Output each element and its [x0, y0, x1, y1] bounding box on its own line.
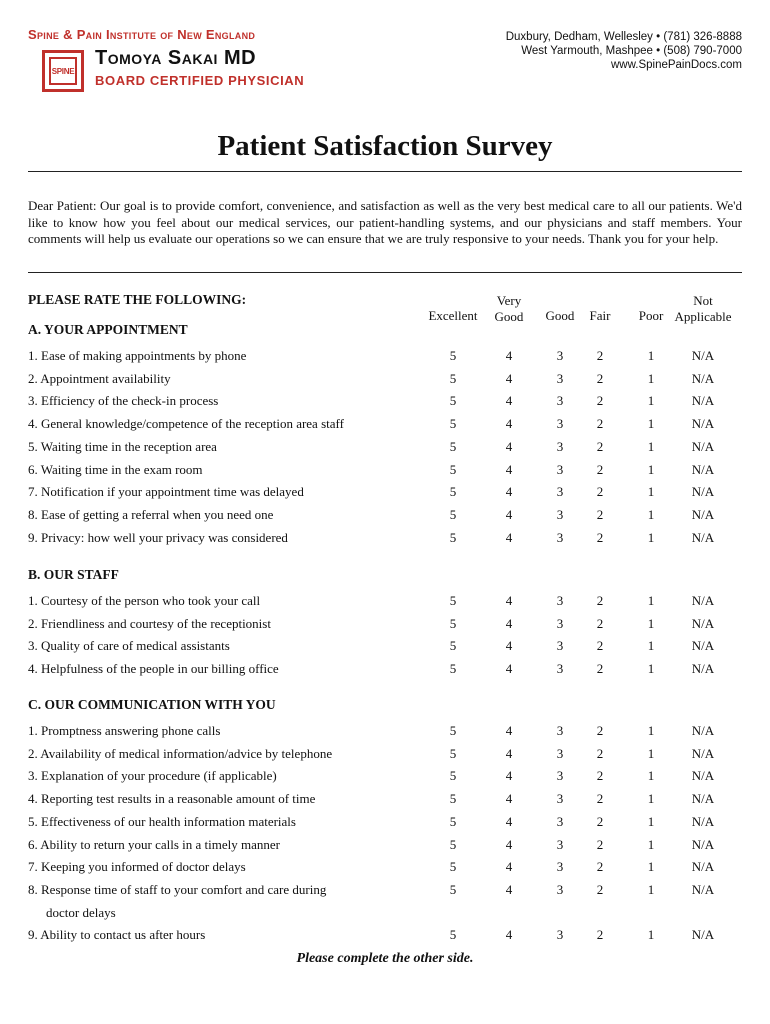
col-na-line2: Applicable	[674, 308, 732, 324]
rating-option-2[interactable]: 2	[596, 438, 604, 454]
question-label: 3. Quality of care of medical assistants	[28, 638, 230, 654]
rating-option-4[interactable]: 4	[505, 393, 513, 409]
rating-option-1[interactable]: 1	[647, 661, 655, 677]
rating-option-na[interactable]: N/A	[691, 661, 715, 677]
rating-option-3[interactable]: 3	[556, 593, 564, 608]
rating-option-na[interactable]: N/A	[691, 881, 715, 897]
rating-option-3[interactable]: 3	[556, 881, 564, 897]
col-very-good	[489, 293, 529, 324]
rating-option-1[interactable]: 1	[647, 881, 655, 897]
rating-option-2[interactable]: 2	[596, 484, 604, 500]
rating-option-5[interactable]: 5	[449, 661, 457, 677]
rating-option-3[interactable]: 3	[556, 768, 564, 784]
logo-text: SPINE	[51, 66, 75, 76]
rating-option-2[interactable]: 2	[596, 615, 604, 631]
question-label: 2. Friendliness and courtesy of the receptionist	[28, 615, 271, 631]
rating-option-4[interactable]: 4	[505, 723, 513, 738]
rating-option-4[interactable]: 4	[505, 438, 513, 454]
rating-option-5[interactable]: 5	[449, 370, 457, 386]
question-label-continuation: doctor delays	[46, 904, 116, 920]
rating-option-3[interactable]: 3	[556, 529, 564, 545]
question-label: 3. Efficiency of the check-in process	[28, 393, 219, 409]
rating-option-4[interactable]: 4	[505, 529, 513, 545]
rating-option-3[interactable]: 3	[556, 791, 564, 807]
rating-option-na[interactable]: N/A	[691, 593, 715, 608]
rating-option-na[interactable]: N/A	[691, 813, 715, 829]
rating-option-5[interactable]: 5	[449, 438, 457, 454]
rating-option-1[interactable]: 1	[647, 393, 655, 409]
rating-option-3[interactable]: 3	[556, 506, 564, 522]
rating-option-na[interactable]: N/A	[691, 859, 715, 875]
rating-option-na[interactable]: N/A	[691, 370, 715, 386]
rating-option-2[interactable]: 2	[596, 745, 604, 761]
question-label: 4. General knowledge/competence of the reception area staff	[28, 416, 344, 432]
rating-option-4[interactable]: 4	[505, 836, 513, 852]
rating-option-na[interactable]: N/A	[691, 348, 715, 363]
col-very-good-line2: Good	[494, 308, 524, 324]
rating-option-5[interactable]: 5	[449, 927, 457, 943]
question-label: 9. Privacy: how well your privacy was considered	[28, 529, 288, 545]
spine-logo-icon	[42, 50, 84, 92]
rating-option-1[interactable]: 1	[647, 348, 655, 363]
page-title: Patient Satisfaction Survey	[217, 130, 553, 162]
rating-option-3[interactable]: 3	[556, 723, 564, 738]
rating-option-na[interactable]: N/A	[691, 393, 715, 409]
rating-option-3[interactable]: 3	[556, 615, 564, 631]
rating-option-3[interactable]: 3	[556, 461, 564, 477]
col-very-good-line1: Very	[496, 293, 522, 308]
question-label: 6. Waiting time in the exam room	[28, 461, 203, 477]
question-label: 7. Keeping you informed of doctor delays	[28, 859, 246, 875]
contact-line-1: Duxbury, Dedham, Wellesley • (781) 326-8888	[505, 31, 742, 43]
section-heading: B. OUR STAFF	[28, 567, 119, 582]
question-label: 1. Ease of making appointments by phone	[28, 348, 247, 363]
col-na-line1: Not	[693, 293, 713, 308]
rating-option-1[interactable]: 1	[647, 791, 655, 807]
rating-option-1[interactable]: 1	[647, 484, 655, 500]
rating-option-1[interactable]: 1	[647, 813, 655, 829]
contact-block	[506, 30, 742, 72]
rating-option-5[interactable]: 5	[449, 393, 457, 409]
question-label: 1. Promptness answering phone calls	[28, 723, 221, 738]
rating-option-2[interactable]: 2	[596, 927, 604, 943]
rating-option-1[interactable]: 1	[647, 768, 655, 784]
col-good: Good	[545, 308, 575, 323]
col-excellent: Excellent	[428, 308, 478, 323]
rating-option-4[interactable]: 4	[505, 859, 513, 875]
rating-option-1[interactable]: 1	[647, 638, 655, 654]
rating-option-4[interactable]: 4	[505, 927, 513, 943]
rating-option-2[interactable]: 2	[596, 723, 604, 738]
rating-option-na[interactable]: N/A	[691, 506, 715, 522]
rating-option-na[interactable]: N/A	[691, 791, 715, 807]
col-not-applicable	[670, 293, 736, 324]
question-label: 7. Notification if your appointment time was delayed	[28, 484, 304, 500]
rating-option-2[interactable]: 2	[596, 638, 604, 654]
question-label: 5. Waiting time in the reception area	[28, 438, 217, 454]
rating-option-1[interactable]: 1	[647, 859, 655, 875]
col-poor: Poor	[638, 308, 664, 323]
rating-option-4[interactable]: 4	[505, 638, 513, 654]
rating-option-3[interactable]: 3	[556, 661, 564, 677]
rating-option-2[interactable]: 2	[596, 813, 604, 829]
rating-option-1[interactable]: 1	[647, 370, 655, 386]
rating-option-na[interactable]: N/A	[691, 461, 715, 477]
rating-option-2[interactable]: 2	[596, 461, 604, 477]
rating-option-na[interactable]: N/A	[691, 638, 715, 654]
rating-option-3[interactable]: 3	[556, 370, 564, 386]
rating-option-na[interactable]: N/A	[691, 529, 715, 545]
rating-option-3[interactable]: 3	[556, 416, 564, 432]
question-label: 2. Appointment availability	[28, 370, 171, 386]
rating-option-3[interactable]: 3	[556, 813, 564, 829]
rating-option-1[interactable]: 1	[647, 836, 655, 852]
question-label: 4. Reporting test results in a reasonable amount of time	[28, 791, 316, 807]
rating-option-3[interactable]: 3	[556, 745, 564, 761]
rating-option-5[interactable]: 5	[449, 723, 457, 738]
rating-option-na[interactable]: N/A	[691, 615, 715, 631]
contact-line-2: West Yarmouth, Mashpee • (508) 790-7000	[521, 45, 742, 57]
rating-option-1[interactable]: 1	[647, 529, 655, 545]
rating-option-5[interactable]: 5	[449, 638, 457, 654]
question-label: 3. Explanation of your procedure (if applicable)	[28, 768, 277, 784]
rating-option-na[interactable]: N/A	[691, 484, 715, 500]
rating-option-4[interactable]: 4	[505, 615, 513, 631]
rating-option-5[interactable]: 5	[449, 836, 457, 852]
rating-option-na[interactable]: N/A	[691, 723, 715, 738]
rating-option-na[interactable]: N/A	[691, 768, 715, 784]
rating-option-5[interactable]: 5	[449, 881, 457, 897]
rating-option-5[interactable]: 5	[449, 348, 457, 363]
rating-option-3[interactable]: 3	[556, 859, 564, 875]
rating-option-2[interactable]: 2	[596, 791, 604, 807]
rating-option-2[interactable]: 2	[596, 506, 604, 522]
rating-option-na[interactable]: N/A	[691, 836, 715, 852]
rating-option-5[interactable]: 5	[449, 745, 457, 761]
question-label: 5. Effectiveness of our health information materials	[28, 813, 296, 829]
rating-option-4[interactable]: 4	[505, 745, 513, 761]
rating-option-1[interactable]: 1	[647, 927, 655, 943]
question-label: 1. Courtesy of the person who took your call	[28, 593, 261, 608]
rating-option-5[interactable]: 5	[449, 484, 457, 500]
intro-divider	[28, 272, 742, 273]
rating-option-5[interactable]: 5	[449, 615, 457, 631]
rating-option-2[interactable]: 2	[596, 393, 604, 409]
rating-option-5[interactable]: 5	[449, 768, 457, 784]
question-label: 6. Ability to return your calls in a timely manner	[28, 836, 281, 852]
question-label: 2. Availability of medical information/advice by telephone	[28, 745, 333, 761]
question-label: 8. Ease of getting a referral when you need one	[28, 506, 274, 522]
rating-option-1[interactable]: 1	[647, 461, 655, 477]
rating-option-4[interactable]: 4	[505, 791, 513, 807]
physician-name: Tomoya Sakai MD	[95, 47, 257, 69]
rating-option-3[interactable]: 3	[556, 484, 564, 500]
rating-option-3[interactable]: 3	[556, 638, 564, 654]
section-heading: C. OUR COMMUNICATION WITH YOU	[28, 697, 276, 712]
rating-option-1[interactable]: 1	[647, 745, 655, 761]
rating-option-2[interactable]: 2	[596, 370, 604, 386]
rating-option-3[interactable]: 3	[556, 393, 564, 409]
question-label: 9. Ability to contact us after hours	[28, 927, 206, 943]
rating-option-5[interactable]: 5	[449, 791, 457, 807]
rating-option-5[interactable]: 5	[449, 529, 457, 545]
rating-option-2[interactable]: 2	[596, 593, 604, 608]
rating-option-1[interactable]: 1	[647, 506, 655, 522]
col-fair: Fair	[589, 308, 611, 323]
rating-option-4[interactable]: 4	[505, 881, 513, 897]
rating-option-1[interactable]: 1	[647, 723, 655, 738]
rate-heading: PLEASE RATE THE FOLLOWING:	[28, 292, 247, 307]
rating-option-3[interactable]: 3	[556, 348, 564, 363]
rating-option-5[interactable]: 5	[449, 416, 457, 432]
rating-option-5[interactable]: 5	[449, 593, 457, 608]
rating-option-2[interactable]: 2	[596, 348, 604, 363]
title-divider	[28, 171, 742, 172]
section-heading: A. YOUR APPOINTMENT	[28, 322, 188, 337]
rating-option-1[interactable]: 1	[647, 416, 655, 432]
rating-option-5[interactable]: 5	[449, 506, 457, 522]
rating-option-4[interactable]: 4	[505, 661, 513, 677]
rating-option-4[interactable]: 4	[505, 370, 513, 386]
rating-option-1[interactable]: 1	[647, 593, 655, 608]
rating-option-4[interactable]: 4	[505, 506, 513, 522]
rating-option-na[interactable]: N/A	[691, 745, 715, 761]
rating-option-1[interactable]: 1	[647, 615, 655, 631]
rating-option-4[interactable]: 4	[505, 416, 513, 432]
rating-option-3[interactable]: 3	[556, 927, 564, 943]
rating-option-2[interactable]: 2	[596, 836, 604, 852]
rating-option-4[interactable]: 4	[505, 813, 513, 829]
rating-option-3[interactable]: 3	[556, 438, 564, 454]
rating-option-na[interactable]: N/A	[691, 927, 715, 943]
footer-note: Please complete the other side.	[296, 951, 474, 966]
certification: BOARD CERTIFIED PHYSICIAN	[95, 73, 305, 88]
practice-name: Spine & Pain Institute of New England	[28, 27, 256, 42]
website: www.SpinePainDocs.com	[610, 59, 742, 71]
rating-option-1[interactable]: 1	[647, 438, 655, 454]
rating-option-5[interactable]: 5	[449, 813, 457, 829]
rating-option-2[interactable]: 2	[596, 881, 604, 897]
rating-option-2[interactable]: 2	[596, 416, 604, 432]
rating-option-na[interactable]: N/A	[691, 438, 715, 454]
question-label: 4. Helpfulness of the people in our billing office	[28, 661, 279, 677]
rating-option-5[interactable]: 5	[449, 461, 457, 477]
rating-option-4[interactable]: 4	[505, 768, 513, 784]
rating-option-4[interactable]: 4	[505, 461, 513, 477]
rating-option-2[interactable]: 2	[596, 661, 604, 677]
question-label: 8. Response time of staff to your comfort and care during	[28, 881, 327, 897]
rating-option-4[interactable]: 4	[505, 593, 513, 608]
rating-option-2[interactable]: 2	[596, 529, 604, 545]
rating-option-2[interactable]: 2	[596, 768, 604, 784]
rating-option-5[interactable]: 5	[449, 859, 457, 875]
rating-option-4[interactable]: 4	[505, 348, 513, 363]
rating-option-na[interactable]: N/A	[691, 416, 715, 432]
rating-option-2[interactable]: 2	[596, 859, 604, 875]
rating-option-3[interactable]: 3	[556, 836, 564, 852]
intro-paragraph: Dear Patient: Our goal is to provide comfort, convenience, and satisfaction as well as the very best medical care to all our patients. We'd like to know how you feel about our medical services, our patient-handling systems, and our physicians and staff members. Your comments will help us evaluate our operations so we can ensure that we are truly responsive to your needs. Thank you for your help.	[28, 198, 742, 246]
rating-option-4[interactable]: 4	[505, 484, 513, 500]
